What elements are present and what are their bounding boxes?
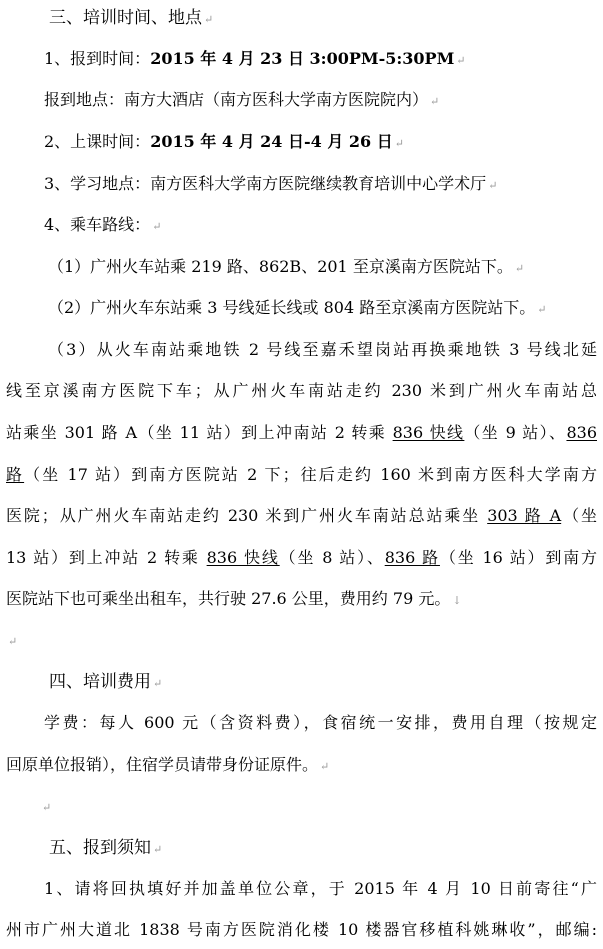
route-2: （2）广州火车东站乘 3 号线延长线或 804 路至京溪南方医院站下。 ↵ — [48, 298, 547, 317]
underlined-route: 836 快线 — [392, 423, 465, 442]
section4-title: 四、培训费用 ↵ — [49, 672, 163, 692]
route-3-line-7: 医院站下也可乘坐出租车，共行驶 27.6 公里，费用约 79 元。 ↓ — [6, 589, 462, 608]
paragraph-mark-icon: ↵ — [152, 220, 162, 233]
paragraph-mark-icon: ↵ — [456, 54, 466, 67]
notice-line-1: 1、请将回执填好并加盖单位公章，于 2015 年 4 月 10 日前寄往“广 — [44, 879, 597, 898]
underlined-route: 303 路 A — [487, 506, 562, 525]
section3-title: 三、培训时间、地点 ↵ — [49, 8, 214, 28]
route-3-line-6: 13 站）到上冲站 2 转乘 836 快线（坐 8 站）、836 路（坐 16 站）到南方 — [6, 548, 597, 567]
paragraph-mark-icon: ↵ — [430, 95, 440, 108]
paragraph-mark-icon: ↵ — [514, 262, 525, 275]
line-break-mark-icon: ↓ — [452, 594, 462, 607]
section5-title: 五、报到须知 ↵ — [49, 838, 163, 858]
underlined-route: 路 — [6, 465, 25, 484]
paragraph-mark-icon: ↵ — [153, 843, 163, 856]
underlined-route: 836 — [566, 423, 597, 442]
report-time: 1、报到时间：2015 年 4 月 23 日 3:00PM-5:30PM ↵ — [44, 49, 466, 68]
paragraph-mark-icon: ↵ — [537, 303, 547, 316]
paragraph-mark-icon: ↵ — [204, 13, 214, 26]
study-place: 3、学习地点：南方医科大学南方医院继续教育培训中心学术厅 ↵ — [44, 174, 498, 193]
route-3-line-2: 线至京溪南方医院下车；从广州火车南站走约 230 米到广州火车南站总 — [6, 381, 597, 400]
route-3-line-5: 医院；从广州火车南站走约 230 米到广州火车南站总站乘坐 303 路 A（坐 — [6, 506, 597, 525]
empty-paragraph — [40, 796, 51, 818]
route-title: 4、乘车路线： ↵ — [44, 215, 162, 234]
paragraph-mark-icon: ↵ — [8, 635, 18, 648]
route-3-line-4: 路（坐 17 站）到南方医院站 2 下；往后走约 160 米到南方医科大学南方 — [6, 465, 597, 484]
paragraph-mark-icon: ↵ — [42, 801, 52, 814]
paragraph-mark-icon: ↵ — [153, 677, 163, 690]
report-place: 报到地点：南方大酒店（南方医科大学南方医院院内） ↵ — [44, 90, 440, 109]
paragraph-mark-icon: ↵ — [488, 179, 498, 192]
class-time: 2、上课时间：2015 年 4 月 24 日-4 月 26 日 ↵ — [44, 132, 404, 151]
empty-paragraph — [6, 630, 17, 652]
paragraph-mark-icon: ↵ — [320, 760, 330, 773]
underlined-route: 836 路 — [384, 548, 440, 567]
underlined-route: 836 快线 — [206, 548, 280, 567]
paragraph-mark-icon: ↵ — [394, 137, 404, 150]
fee-line-1: 学费：每人 600 元（含资料费），食宿统一安排，费用自理（按规定 — [44, 713, 597, 732]
route-3-line-3: 站乘坐 301 路 A（坐 11 站）到上冲南站 2 转乘 836 快线（坐 9 站）、836 — [6, 423, 597, 442]
notice-line-2: 州市广州大道北 1838 号南方医院消化楼 10 楼器官移植科姚琳收”，邮编: — [6, 920, 597, 939]
route-1: （1）广州火车站乘 219 路、862B、201 至京溪南方医院站下。 ↵ — [48, 257, 525, 276]
fee-line-2: 回原单位报销），住宿学员请带身份证原件。 ↵ — [6, 755, 330, 774]
route-3-line-1: （3）从火车南站乘地铁 2 号线至嘉禾望岗站再换乘地铁 3 号线北延 — [48, 340, 597, 359]
